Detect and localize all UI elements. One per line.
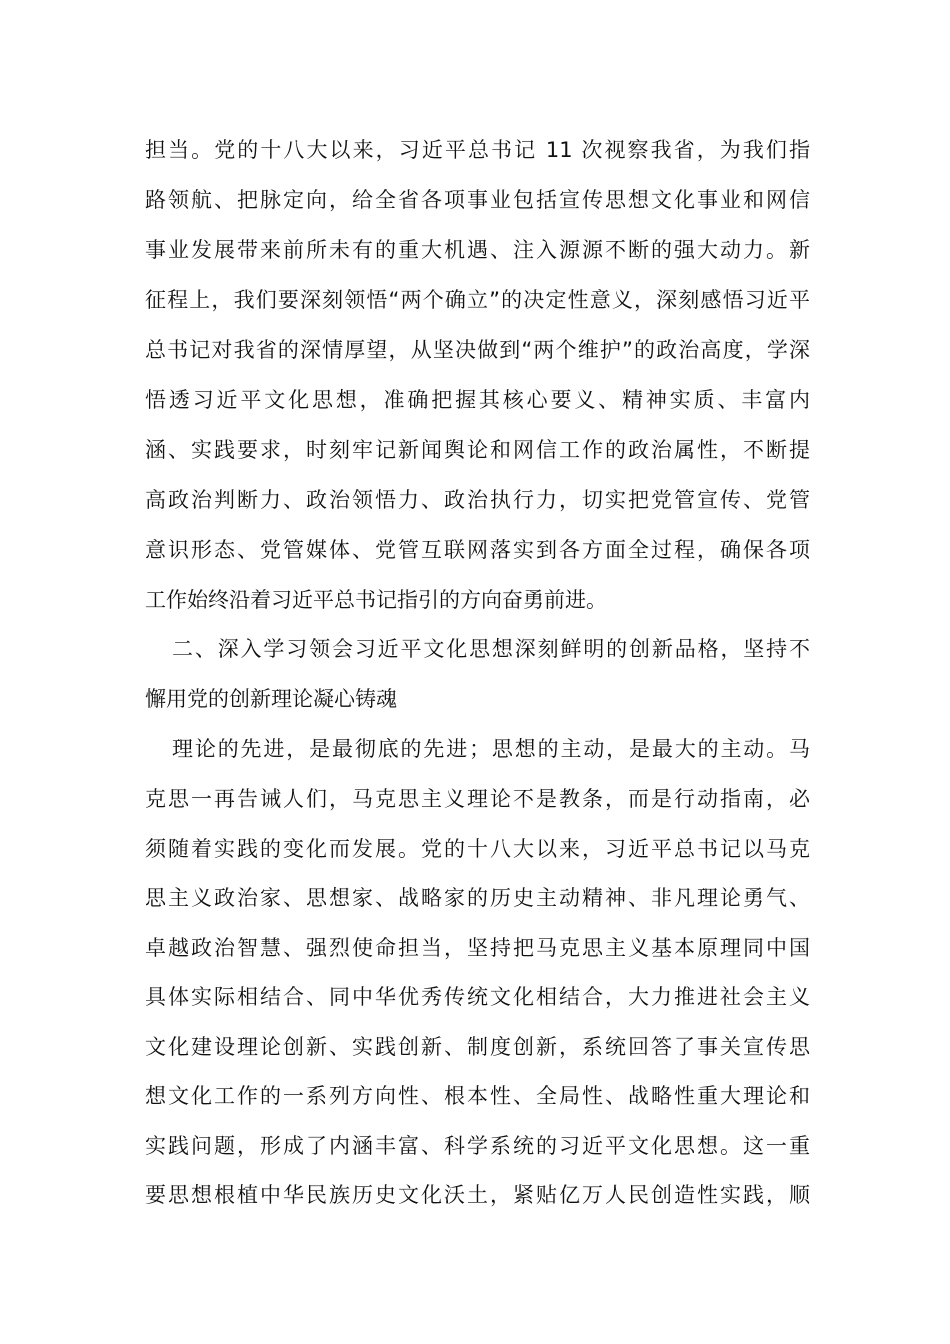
paragraph-1-line-3: 事业发展带来前所未有的重大机遇、注入源源不断的强大动力。新: [145, 238, 810, 262]
paragraph-2-line-2: 克思一再告诫人们，马克思主义理论不是教条，而是行动指南，必: [145, 787, 810, 811]
paragraph-2-line-5: 卓越政治智慧、强烈使命担当，坚持把马克思主义基本原理同中国: [145, 936, 810, 960]
paragraph-2-line-10: 要思想根植中华民族历史文化沃土，紧贴亿万人民创造性实践，顺: [145, 1183, 810, 1207]
section-heading-line-1: 二、深入学习领会习近平文化思想深刻鲜明的创新品格，坚持不: [172, 637, 810, 661]
paragraph-1-line-7: 涵、实践要求，时刻牢记新闻舆论和网信工作的政治属性，不断提: [145, 438, 810, 462]
paragraph-1-line-10: 工作始终沿着习近平总书记指引的方向奋勇前进。: [145, 588, 607, 612]
paragraph-1-line-2: 路领航、把脉定向，给全省各项事业包括宣传思想文化事业和网信: [145, 188, 810, 212]
paragraph-1-line-1: 担当。党的十八大以来，习近平总书记 11 次视察我省，为我们指: [145, 138, 810, 162]
paragraph-1-line-5: 总书记对我省的深情厚望，从坚决做到“两个维护”的政治高度，学深: [145, 338, 810, 362]
paragraph-1-line-8: 高政治判断力、政治领悟力、政治执行力，切实把党管宣传、党管: [145, 488, 810, 512]
paragraph-2-line-4: 思主义政治家、思想家、战略家的历史主动精神、非凡理论勇气、: [145, 886, 810, 910]
paragraph-1-line-9: 意识形态、党管媒体、党管互联网落实到各方面全过程，确保各项: [145, 538, 810, 562]
paragraph-1-line-6: 悟透习近平文化思想，准确把握其核心要义、精神实质、丰富内: [145, 388, 810, 412]
paragraph-2-line-1: 理论的先进，是最彻底的先进；思想的主动，是最大的主动。马: [172, 737, 810, 761]
paragraph-2-line-7: 文化建设理论创新、实践创新、制度创新，系统回答了事关宣传思: [145, 1035, 810, 1059]
paragraph-1-line-4: 征程上，我们要深刻领悟“两个确立”的决定性意义，深刻感悟习近平: [145, 288, 810, 312]
paragraph-2-line-9: 实践问题，形成了内涵丰富、科学系统的习近平文化思想。这一重: [145, 1134, 810, 1158]
paragraph-2-line-3: 须随着实践的变化而发展。党的十八大以来，习近平总书记以马克: [145, 837, 810, 861]
paragraph-2-line-6: 具体实际相结合、同中华优秀传统文化相结合，大力推进社会主义: [145, 985, 810, 1009]
section-heading-line-2: 懈用党的创新理论凝心铸魂: [145, 687, 397, 711]
paragraph-2-line-8: 想文化工作的一系列方向性、根本性、全局性、战略性重大理论和: [145, 1084, 810, 1108]
